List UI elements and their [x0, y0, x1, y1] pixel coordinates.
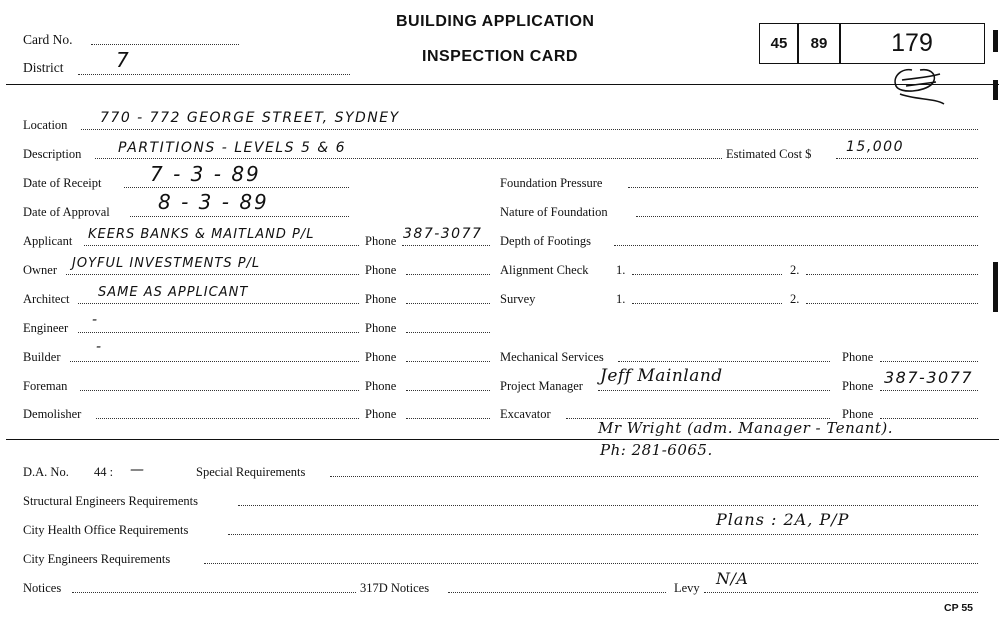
builder-value: - [96, 339, 103, 355]
card-no-dots [91, 44, 239, 45]
header-rule [6, 84, 999, 85]
architect-dots [78, 303, 359, 304]
date-approval-value: 8 - 3 - 89 [158, 190, 269, 214]
survey-num2: 2. [790, 292, 800, 306]
engineer-dots [78, 332, 359, 333]
card-title-line1: BUILDING APPLICATION [396, 13, 595, 30]
survey-dots-2 [806, 303, 978, 304]
survey-dots-1 [632, 303, 782, 304]
project-manager-phone-value: 387-3077 [884, 368, 974, 387]
builder-dots [70, 361, 359, 362]
notices-317d-dots [448, 592, 666, 593]
alignment-dots-2 [806, 274, 978, 275]
depth-footings-label: Depth of Footings [500, 234, 591, 248]
location-label: Location [23, 118, 68, 132]
engineer-phone-dots [406, 332, 490, 333]
alignment-check-label: Alignment Check [500, 263, 589, 277]
date-receipt-label: Date of Receipt [23, 176, 102, 190]
city-engineers-dots [204, 563, 978, 564]
foreman-dots [80, 390, 359, 391]
special-requirements-label: Special Requirements [196, 465, 306, 479]
nature-foundation-label: Nature of Foundation [500, 205, 608, 219]
card-box-b: 89 [797, 23, 841, 64]
project-manager-dots [598, 390, 830, 391]
foreman-phone-label: Phone [365, 379, 397, 393]
levy-label: Levy [674, 581, 700, 595]
mechanical-phone-dots [880, 361, 978, 362]
edge-mark [993, 30, 998, 52]
foreman-label: Foreman [23, 379, 68, 393]
applicant-dots [84, 245, 359, 246]
alignment-num2: 2. [790, 263, 800, 277]
description-value: PARTITIONS - LEVELS 5 & 6 [118, 140, 347, 156]
card-number-box: 179 [839, 23, 985, 64]
description-label: Description [23, 147, 82, 161]
owner-dots [66, 274, 359, 275]
special-requirements-dots [330, 476, 978, 477]
notices-317d-label: 317D Notices [360, 581, 430, 595]
district-dots [78, 74, 350, 75]
architect-label: Architect [23, 292, 70, 306]
engineer-label: Engineer [23, 321, 69, 335]
mechanical-label: Mechanical Services [500, 350, 604, 364]
project-manager-phone-label: Phone [842, 379, 874, 393]
estimated-cost-value: 15,000 [846, 139, 904, 155]
foundation-pressure-label: Foundation Pressure [500, 176, 603, 190]
card-title-line2: INSPECTION CARD [422, 48, 578, 65]
applicant-label: Applicant [23, 234, 73, 248]
description-dots [95, 158, 722, 159]
architect-phone-dots [406, 303, 490, 304]
engineer-phone-label: Phone [365, 321, 397, 335]
demolisher-phone-dots [406, 418, 490, 419]
card-box-a: 45 [759, 23, 799, 64]
builder-phone-label: Phone [365, 350, 397, 364]
applicant-phone-dots [402, 245, 490, 246]
applicant-value: KEERS BANKS & MAITLAND P/L [88, 227, 315, 242]
da-no-label: D.A. No. [23, 465, 69, 479]
note-line1: Mr Wright (adm. Manager - Tenant). [598, 419, 894, 437]
date-receipt-dots [124, 187, 349, 188]
survey-num1: 1. [616, 292, 626, 306]
excavator-phone-label: Phone [842, 407, 874, 421]
owner-label: Owner [23, 263, 58, 277]
foundation-pressure-dots [628, 187, 978, 188]
levy-value: N/A [716, 569, 749, 588]
date-approval-dots [130, 216, 349, 217]
structural-requirements-dots [238, 505, 978, 506]
alignment-dots-1 [632, 274, 782, 275]
estimated-cost-label: Estimated Cost $ [726, 147, 812, 161]
builder-label: Builder [23, 350, 61, 364]
mechanical-phone-label: Phone [842, 350, 874, 364]
owner-phone-label: Phone [365, 263, 397, 277]
scribble-mark [880, 64, 960, 108]
note-line2: Ph: 281-6065. [600, 441, 713, 459]
nature-foundation-dots [636, 216, 978, 217]
builder-phone-dots [406, 361, 490, 362]
levy-dots [704, 592, 978, 593]
owner-value: JOYFUL INVESTMENTS P/L [72, 256, 261, 271]
applicant-phone-label: Phone [365, 234, 397, 248]
depth-footings-dots [614, 245, 978, 246]
estimated-cost-dots [836, 158, 978, 159]
excavator-label: Excavator [500, 407, 551, 421]
district-value: 7 [116, 48, 131, 72]
notices-dots [72, 592, 356, 593]
date-receipt-value: 7 - 3 - 89 [150, 162, 261, 186]
mechanical-dots [618, 361, 830, 362]
alignment-num1: 1. [616, 263, 626, 277]
da-no-value: 44 : [94, 465, 114, 479]
architect-phone-label: Phone [365, 292, 397, 306]
demolisher-phone-label: Phone [365, 407, 397, 421]
architect-value: SAME AS APPLICANT [98, 285, 249, 300]
edge-mark [993, 262, 998, 312]
project-manager-value: Jeff Mainland [600, 366, 723, 386]
excavator-phone-dots [880, 418, 978, 419]
health-requirements-dots [228, 534, 978, 535]
da-no-mark: — [130, 462, 146, 478]
health-requirements-label: City Health Office Requirements [23, 523, 189, 537]
project-manager-label: Project Manager [500, 379, 583, 393]
middle-rule [6, 439, 999, 440]
notices-label: Notices [23, 581, 62, 595]
foreman-phone-dots [406, 390, 490, 391]
edge-mark [993, 80, 998, 100]
structural-requirements-label: Structural Engineers Requirements [23, 494, 198, 508]
location-value: 770 - 772 GEORGE STREET, SYDNEY [100, 110, 400, 126]
applicant-phone-value: 387-3077 [403, 226, 483, 242]
footer-code: CP 55 [944, 602, 973, 614]
demolisher-dots [96, 418, 359, 419]
location-dots [81, 129, 978, 130]
date-approval-label: Date of Approval [23, 205, 110, 219]
engineer-value: - [92, 312, 99, 328]
survey-label: Survey [500, 292, 536, 306]
health-requirements-value: Plans : 2A, P/P [716, 510, 850, 529]
district-label: District [23, 60, 64, 75]
owner-phone-dots [406, 274, 490, 275]
card-no-label: Card No. [23, 32, 73, 47]
project-manager-phone-dots [880, 390, 978, 391]
city-engineers-label: City Engineers Requirements [23, 552, 171, 566]
demolisher-label: Demolisher [23, 407, 82, 421]
